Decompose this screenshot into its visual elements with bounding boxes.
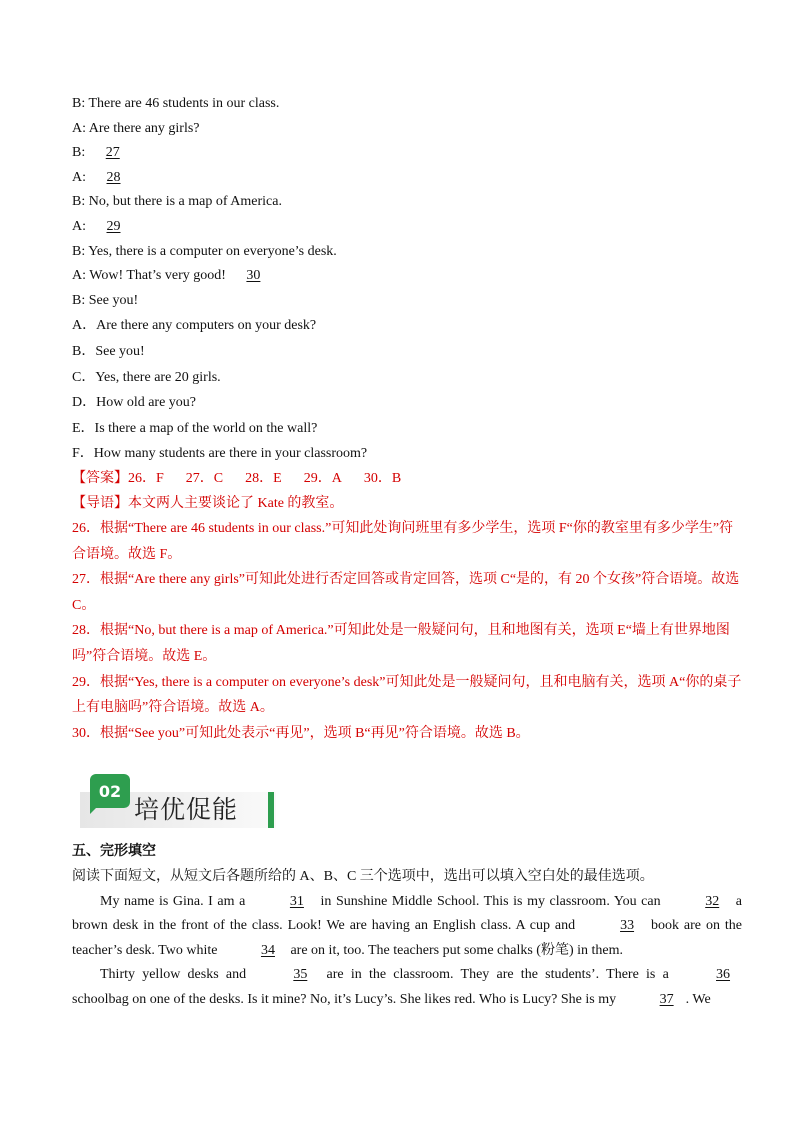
guide-label: 【导语】 — [72, 495, 128, 511]
explanations-list — [72, 516, 742, 746]
explanation-item: 26．根据“There are 46 students in our class.”可知此处询问班里有多少学生，选项 F“你的教室里有多少学生”符合语境。故选 F。 — [72, 521, 734, 562]
section-heading: 五、完形填空 — [72, 844, 156, 860]
answer-blank: 29 — [106, 218, 121, 234]
paragraph-text: Thirty yellow desks and — [100, 967, 254, 983]
cloze-blank: 36 — [716, 967, 731, 983]
cloze-paragraph-1 — [72, 890, 742, 964]
paragraph-text: are on it, too. The teachers put some chalks (粉笔) in them. — [286, 942, 624, 958]
speaker-label: B: — [72, 145, 86, 161]
dialogue-text: See you! — [88, 292, 139, 308]
option-item: A．Are there any computers on your desk? — [72, 318, 317, 334]
explanation-item: 30．根据“See you”可知此处表示“再见”，选项 B“再见”符合语境。故选 B。 — [72, 725, 530, 741]
answer-blank: 28 — [106, 169, 121, 185]
speaker-label: B: — [72, 194, 86, 210]
dialogue-line — [72, 141, 742, 166]
dialogue-line — [72, 264, 742, 289]
answer-item: 29．A — [303, 470, 342, 486]
answer-blank: 30 — [246, 268, 261, 284]
paragraph-text: schoolbag on one of the desks. Is it mine? No, it’s Lucy’s. She likes red. Who is Lucy? She is my — [72, 992, 620, 1007]
document-page — [72, 92, 742, 1013]
dialogue-text: No, but there is a map of America. — [88, 194, 282, 210]
options-list — [72, 313, 742, 467]
dialogue-block — [72, 92, 742, 313]
dialogue-line — [72, 117, 742, 142]
paragraph-text: are in the classroom. They are the students’. There is a — [319, 967, 677, 983]
guide-text: 本文两人主要谈论了 Kate 的教室。 — [128, 495, 344, 511]
answer-blank: 27 — [105, 145, 120, 161]
badge-side-bar — [268, 792, 274, 828]
speaker-label: B: — [72, 292, 86, 308]
dialogue-text: There are 46 students in our class. — [88, 96, 280, 111]
paragraph-text: book are on the teacher’s desk. Two white — [72, 918, 742, 958]
cloze-paragraph-2 — [72, 963, 742, 1012]
dialogue-line — [72, 215, 742, 240]
dialogue-line — [72, 240, 742, 265]
badge-number: 02 — [90, 774, 130, 808]
paragraph-text: in Sunshine Middle School. This is my classroom. You can — [315, 893, 666, 909]
cloze-blank: 34 — [260, 942, 275, 958]
answer-item: 26．F — [128, 470, 164, 486]
cloze-blank: 35 — [293, 967, 308, 983]
paragraph-text: a brown desk in the front of the class. Look! We are having an English class. A cup and — [72, 893, 743, 934]
dialogue-line — [72, 92, 742, 117]
dialogue-text: Wow! That’s very good! — [89, 268, 226, 284]
section-instruction: 阅读下面短文，从短文后各题所给的 A、B、C 三个选项中，选出可以填入空白处的最佳选项。 — [72, 869, 654, 885]
option-item: F．How many students are there in your classroom? — [72, 446, 368, 462]
dialogue-line — [72, 289, 742, 314]
cloze-blank: 33 — [620, 918, 635, 934]
explanation-item: 29．根据“Yes, there is a computer on everyone’s desk”可知此处是一般疑问句，且和电脑有关，选项 A“你的桌子上有电脑吗”符合语境。故选 A。 — [72, 674, 742, 716]
speaker-label: A: — [72, 218, 86, 234]
option-item: E．Is there a map of the world on the wall? — [72, 420, 318, 436]
dialogue-text: Yes, there is a computer on everyone’s desk. — [88, 243, 337, 259]
speaker-label: A: — [72, 268, 86, 284]
speaker-label: A: — [72, 120, 86, 136]
speaker-label: B: — [72, 96, 86, 111]
section-badge — [80, 774, 280, 830]
guide-line — [72, 492, 742, 517]
option-item: B．See you! — [72, 343, 145, 359]
cloze-blank: 32 — [705, 893, 720, 909]
cloze-blank: 37 — [659, 992, 674, 1007]
explanation-item: 28．根据“No, but there is a map of America.”可知此处是一般疑问句，且和地图有关，选项 E“墙上有世界地图吗”符合语境。故选 E。 — [72, 623, 730, 665]
paragraph-text: . We — [685, 992, 711, 1007]
speaker-label: A: — [72, 169, 86, 185]
dialogue-line — [72, 190, 742, 215]
answer-item: 30．B — [363, 470, 402, 486]
dialogue-text: Are there any girls? — [88, 120, 200, 136]
option-item: D．How old are you? — [72, 395, 197, 411]
dialogue-line — [72, 166, 742, 191]
speaker-label: B: — [72, 243, 86, 259]
answer-item: 28．E — [245, 470, 282, 486]
answer-items — [128, 471, 423, 486]
answer-item: 27．C — [185, 470, 224, 486]
answer-label: 【答案】 — [72, 470, 128, 486]
option-item: C．Yes, there are 20 girls. — [72, 369, 221, 385]
answer-line — [72, 467, 742, 492]
explanation-item: 27．根据“Are there any girls”可知此处进行否定回答或肯定回答，选项 C“是的，有 20 个女孩”符合语境。故选 C。 — [72, 572, 740, 613]
paragraph-text: My name is Gina. I am a — [100, 893, 250, 909]
cloze-blank: 31 — [289, 893, 304, 909]
badge-title: 培优促能 — [134, 795, 239, 825]
